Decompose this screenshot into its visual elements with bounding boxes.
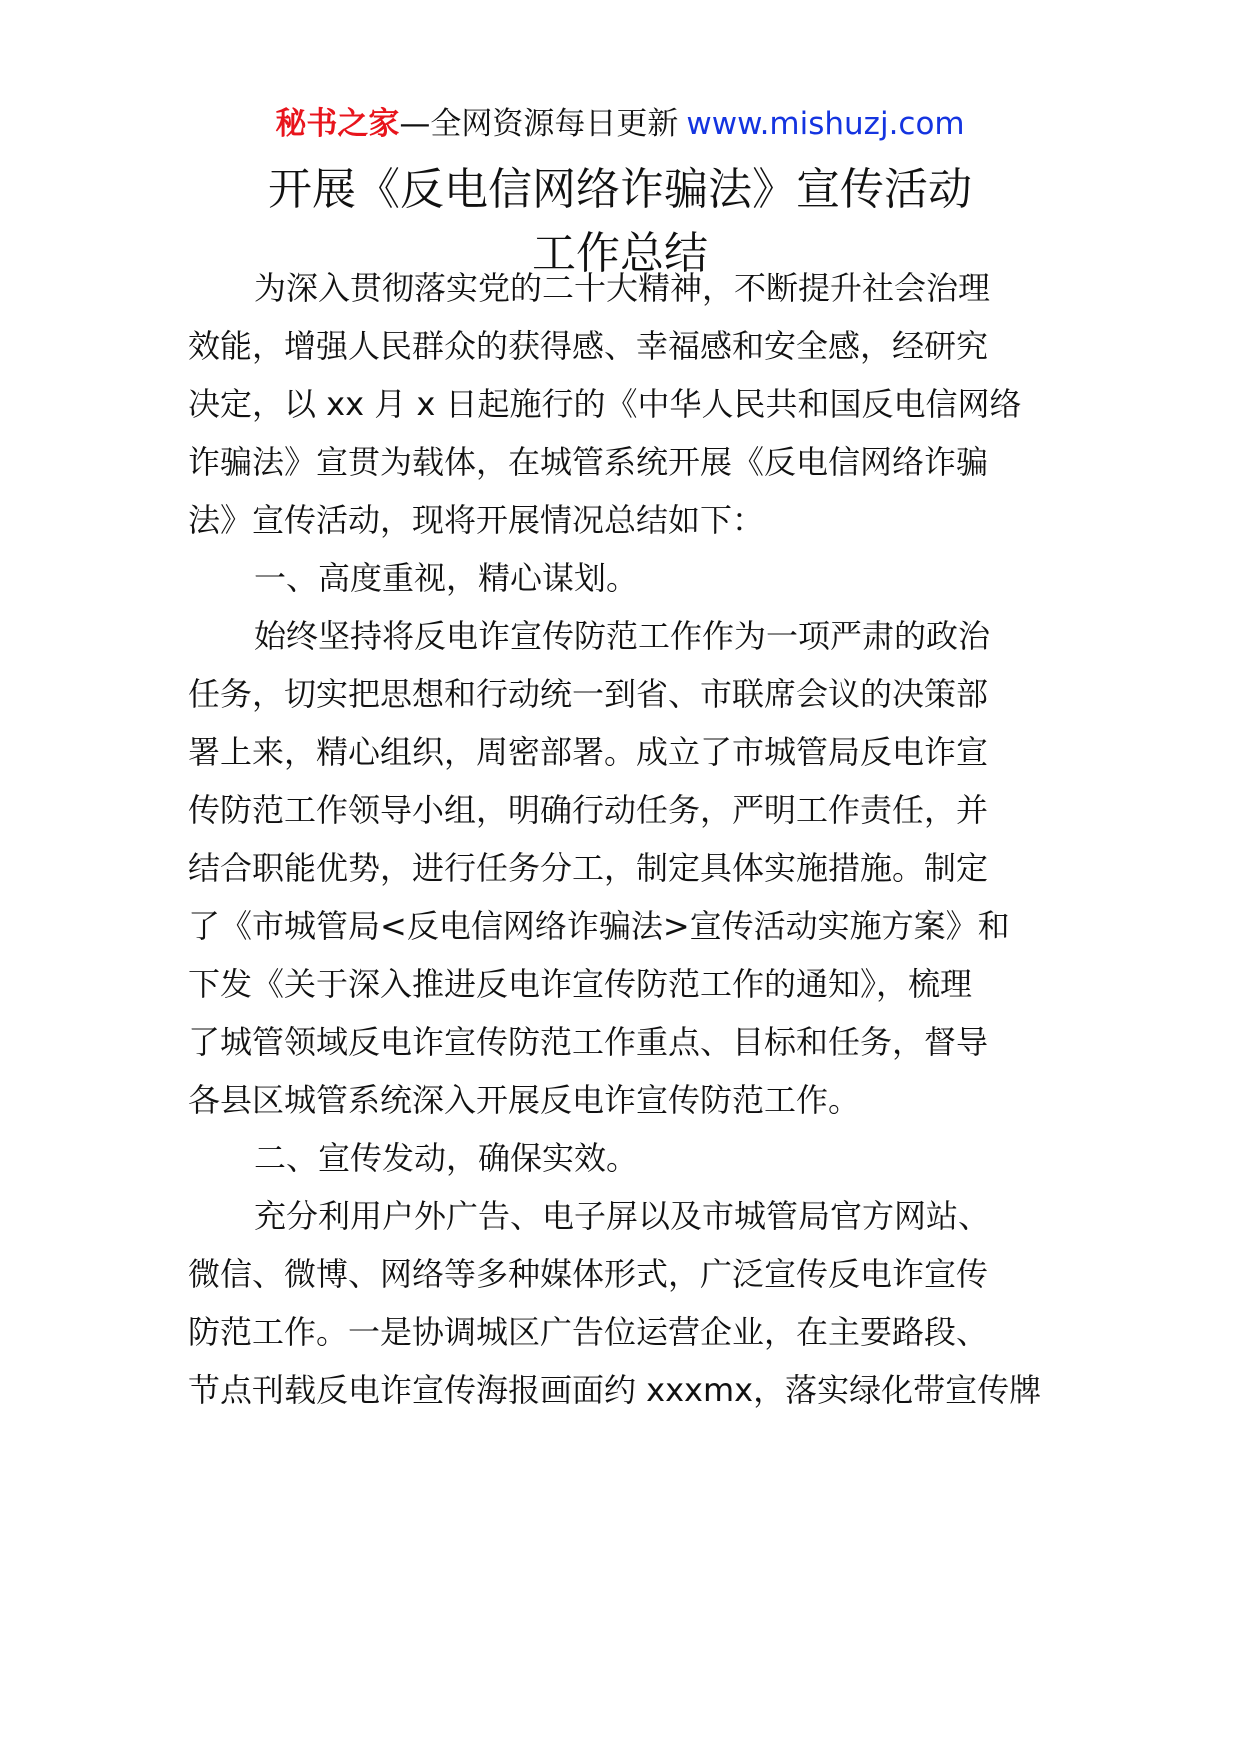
header-tagline: —全网资源每日更新: [399, 106, 679, 142]
paragraph-line: 为深入贯彻落实党的二十大精神，不断提升社会治理: [254, 269, 991, 307]
document-title-line-1: 开展《反电信网络诈骗法》宣传活动: [268, 164, 972, 215]
paragraph-line: 效能，增强人民群众的获得感、幸福感和安全感，经研究: [188, 327, 989, 365]
brand-name: 秘书之家: [275, 106, 400, 142]
paragraph-line: 法》宣传活动，现将开展情况总结如下：: [188, 501, 765, 539]
paragraph-line: 充分利用户外广告、电子屏以及市城管局官方网站、: [254, 1197, 991, 1235]
paragraph-line: 了城管领域反电诈宣传防范工作重点、目标和任务，督导: [188, 1023, 989, 1061]
paragraph-line: 了《市城管局<反电信网络诈骗法>宣传活动实施方案》和: [188, 907, 1010, 945]
paragraph-line: 署上来，精心组织，周密部署。成立了市城管局反电诈宣: [188, 733, 989, 771]
paragraph-line: 结合职能优势，进行任务分工，制定具体实施措施。制定: [188, 849, 989, 887]
paragraph-line: 始终坚持将反电诈宣传防范工作作为一项严肃的政治: [254, 617, 991, 655]
paragraph-line: 下发《关于深入推进反电诈宣传防范工作的通知》，梳理: [188, 965, 973, 1003]
paragraph-line: 各县区城管系统深入开展反电诈宣传防范工作。: [188, 1081, 861, 1119]
site-url-link[interactable]: www.mishuzj.com: [686, 106, 965, 142]
section-heading-1: 一、高度重视，精心谋划。: [254, 559, 639, 597]
paragraph-line: 决定，以 xx 月 x 日起施行的《中华人民共和国反电信网络: [188, 385, 1022, 423]
paragraph-line: 微信、微博、网络等多种媒体形式，广泛宣传反电诈宣传: [188, 1255, 989, 1293]
section-heading-2: 二、宣传发动，确保实效。: [254, 1139, 639, 1177]
paragraph-line: 节点刊载反电诈宣传海报画面约 xxxmx，落实绿化带宣传牌: [188, 1371, 1042, 1409]
paragraph-line: 诈骗法》宣贯为载体，在城管系统开展《反电信网络诈骗: [188, 443, 989, 481]
site-header: [0, 104, 1240, 144]
paragraph-line: 任务，切实把思想和行动统一到省、市联席会议的决策部: [188, 675, 989, 713]
document-title-line-2: 工作总结: [532, 228, 708, 279]
paragraph-line: 防范工作。一是协调城区广告位运营企业，在主要路段、: [188, 1313, 989, 1351]
paragraph-line: 传防范工作领导小组，明确行动任务，严明工作责任，并: [188, 791, 989, 829]
